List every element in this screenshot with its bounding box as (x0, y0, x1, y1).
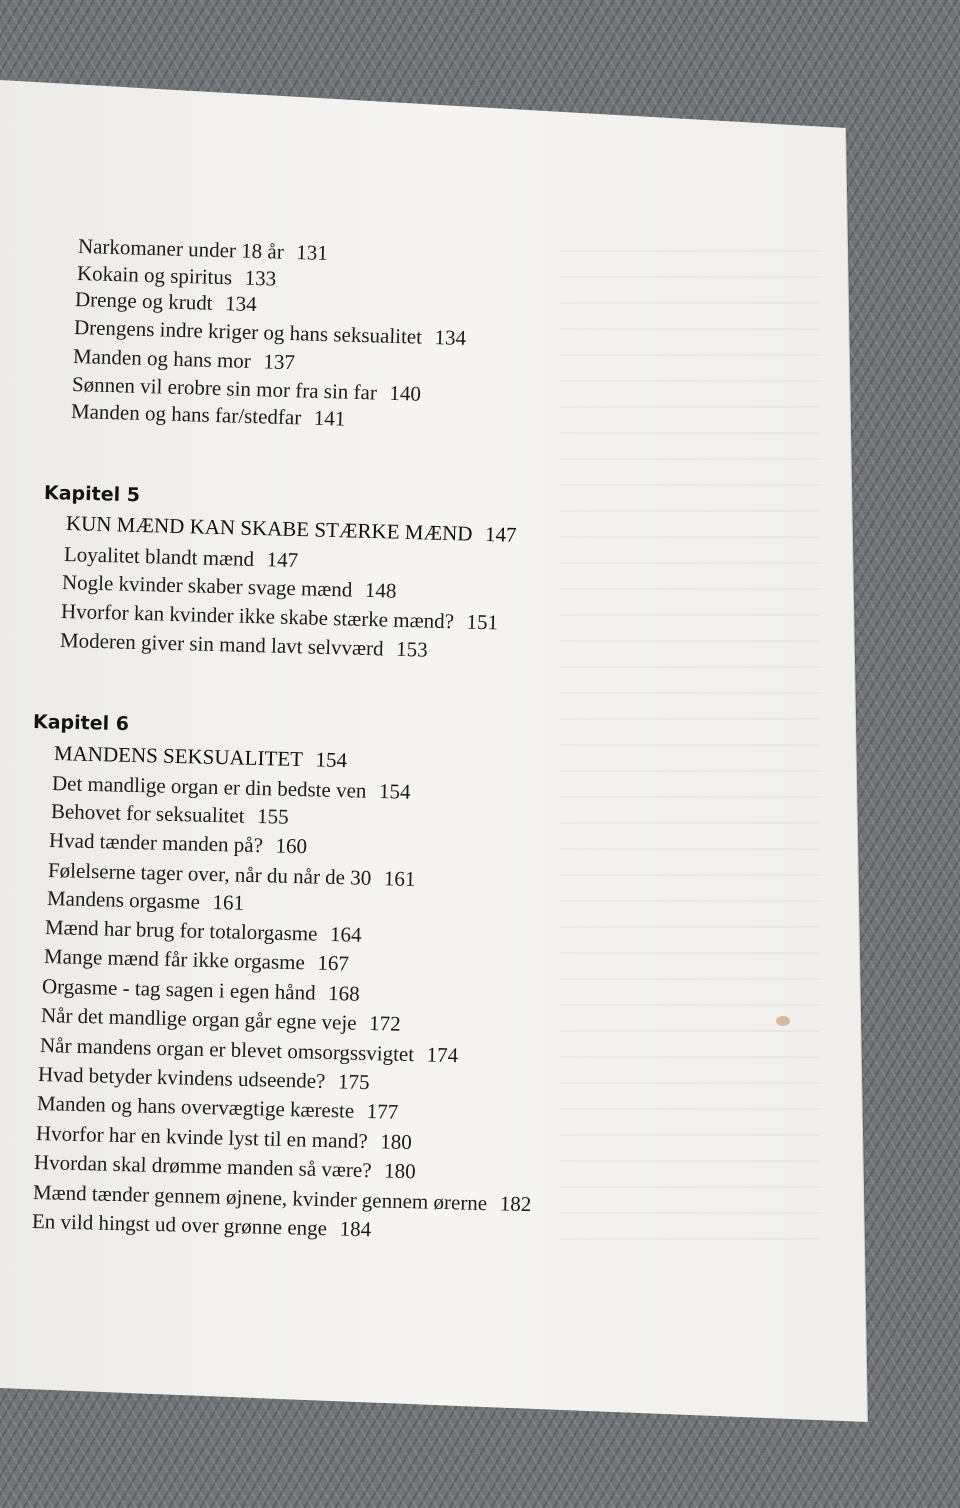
entry-page: 174 (426, 1042, 459, 1068)
entry-title: Loyalitet blandt mænd (63, 542, 255, 571)
toc-entry (51, 799, 289, 830)
toc-entry (49, 828, 308, 859)
entry-page: 160 (275, 833, 308, 859)
entry-title: Mandens orgasme (46, 886, 201, 914)
entry-page: 184 (339, 1216, 372, 1242)
toc-entry (60, 628, 428, 663)
entry-title: Mange mænd får ikke orgasme (43, 944, 306, 975)
toc-entry (32, 1209, 372, 1242)
toc-entry (75, 287, 257, 317)
entry-page: 151 (466, 609, 499, 635)
entry-title: Manden og hans mor (72, 344, 252, 373)
toc-entry (73, 344, 296, 375)
entry-title: Behovet for seksualitet (50, 799, 245, 828)
entry-title: En vild hingst ud over grønne enge (31, 1209, 328, 1241)
entry-page: 155 (256, 804, 289, 829)
entry-title: Det mandlige organ er din bedste ven (51, 771, 367, 803)
entry-title: Hvorfor kan kvinder ikke skabe stærke mænd? (60, 599, 455, 634)
entry-page: 153 (395, 636, 428, 662)
entry-page: 161 (212, 890, 245, 915)
entry-title: Manden og hans far/stedfar (70, 399, 302, 430)
entry-title: Kokain og spiritus (76, 261, 233, 290)
toc-entry (71, 399, 346, 432)
entry-title: Drengens indre kriger og hans seksualitet (73, 315, 423, 349)
entry-page: 148 (364, 577, 397, 603)
entry-title: Nogle kvinder skaber svage mænd (61, 570, 353, 602)
entry-title: Hvordan skal drømme manden så være? (33, 1150, 372, 1183)
chapter-title-page: 147 (484, 521, 517, 547)
toc-entry (64, 542, 299, 573)
toc-entry (42, 974, 360, 1007)
entry-title: Følelserne tager over, når du når de 30 (47, 858, 372, 890)
entry-title: Narkomaner under 18 år (77, 234, 285, 264)
toc-entry (37, 1091, 399, 1125)
chapter-6-label: Kapitel 6 (32, 711, 130, 736)
entry-title: Orgasme - tag sagen i egen hånd (41, 974, 316, 1005)
entry-page: 168 (327, 980, 360, 1006)
entry-page: 164 (329, 921, 362, 947)
chapter-title-text: KUN MÆND KAN SKABE STÆRKE MÆND (65, 511, 473, 546)
entry-page: 134 (224, 291, 258, 317)
chapter-6-title (54, 741, 348, 773)
entry-page: 140 (389, 380, 422, 406)
toc-entry (34, 1150, 416, 1184)
entry-title: Moderen giver sin mand lavt selvværd (59, 628, 384, 661)
entry-title: Drenge og krudt (74, 287, 213, 315)
entry-title: Mænd tænder gennem øjnene, kvinder gennem ørerne (32, 1180, 488, 1216)
toc-entry (38, 1062, 370, 1095)
entry-title: Når det mandlige organ går egne veje (40, 1003, 357, 1035)
entry-page: 141 (313, 405, 346, 431)
chapter-5-label: Kapitel 5 (43, 482, 141, 507)
entry-title: Hvorfor har en kvinde lyst til en mand? (35, 1121, 369, 1154)
entry-page: 182 (499, 1191, 532, 1217)
entry-title: Manden og hans overvægtige kæreste (36, 1091, 355, 1123)
entry-page: 134 (434, 325, 467, 350)
entry-title: Mænd har brug for totalorgasme (44, 915, 318, 946)
entry-page: 137 (263, 349, 296, 375)
entry-page: 172 (368, 1011, 401, 1036)
toc-entry (47, 886, 245, 916)
toc-entry (44, 944, 350, 976)
entry-page: 175 (337, 1069, 370, 1095)
entry-page: 177 (366, 1099, 399, 1124)
entry-title: Når mandens organ er blevet omsorgssvigtet (39, 1033, 415, 1067)
entry-page: 133 (244, 265, 277, 291)
entry-page: 180 (383, 1158, 416, 1184)
entry-page: 147 (266, 547, 299, 573)
toc-entry (41, 1003, 401, 1037)
entry-title: Hvad betyder kvindens udseende? (37, 1062, 326, 1094)
entry-page: 180 (380, 1129, 413, 1155)
chapter-title-text: MANDENS SEKSUALITET (53, 741, 304, 772)
entry-title: Hvad tænder manden på? (48, 828, 264, 858)
entry-page: 131 (296, 240, 329, 265)
chapter-title-page: 154 (315, 747, 348, 773)
toc-entry (62, 570, 397, 604)
entry-page: 161 (383, 866, 416, 891)
chapter-5-title (66, 511, 517, 548)
entry-title: Sønnen vil erobre sin mor fra sin far (71, 372, 378, 405)
entry-page: 167 (317, 950, 350, 976)
entry-page: 154 (378, 778, 411, 804)
toc-entry (45, 915, 362, 948)
toc-entry (36, 1121, 412, 1155)
